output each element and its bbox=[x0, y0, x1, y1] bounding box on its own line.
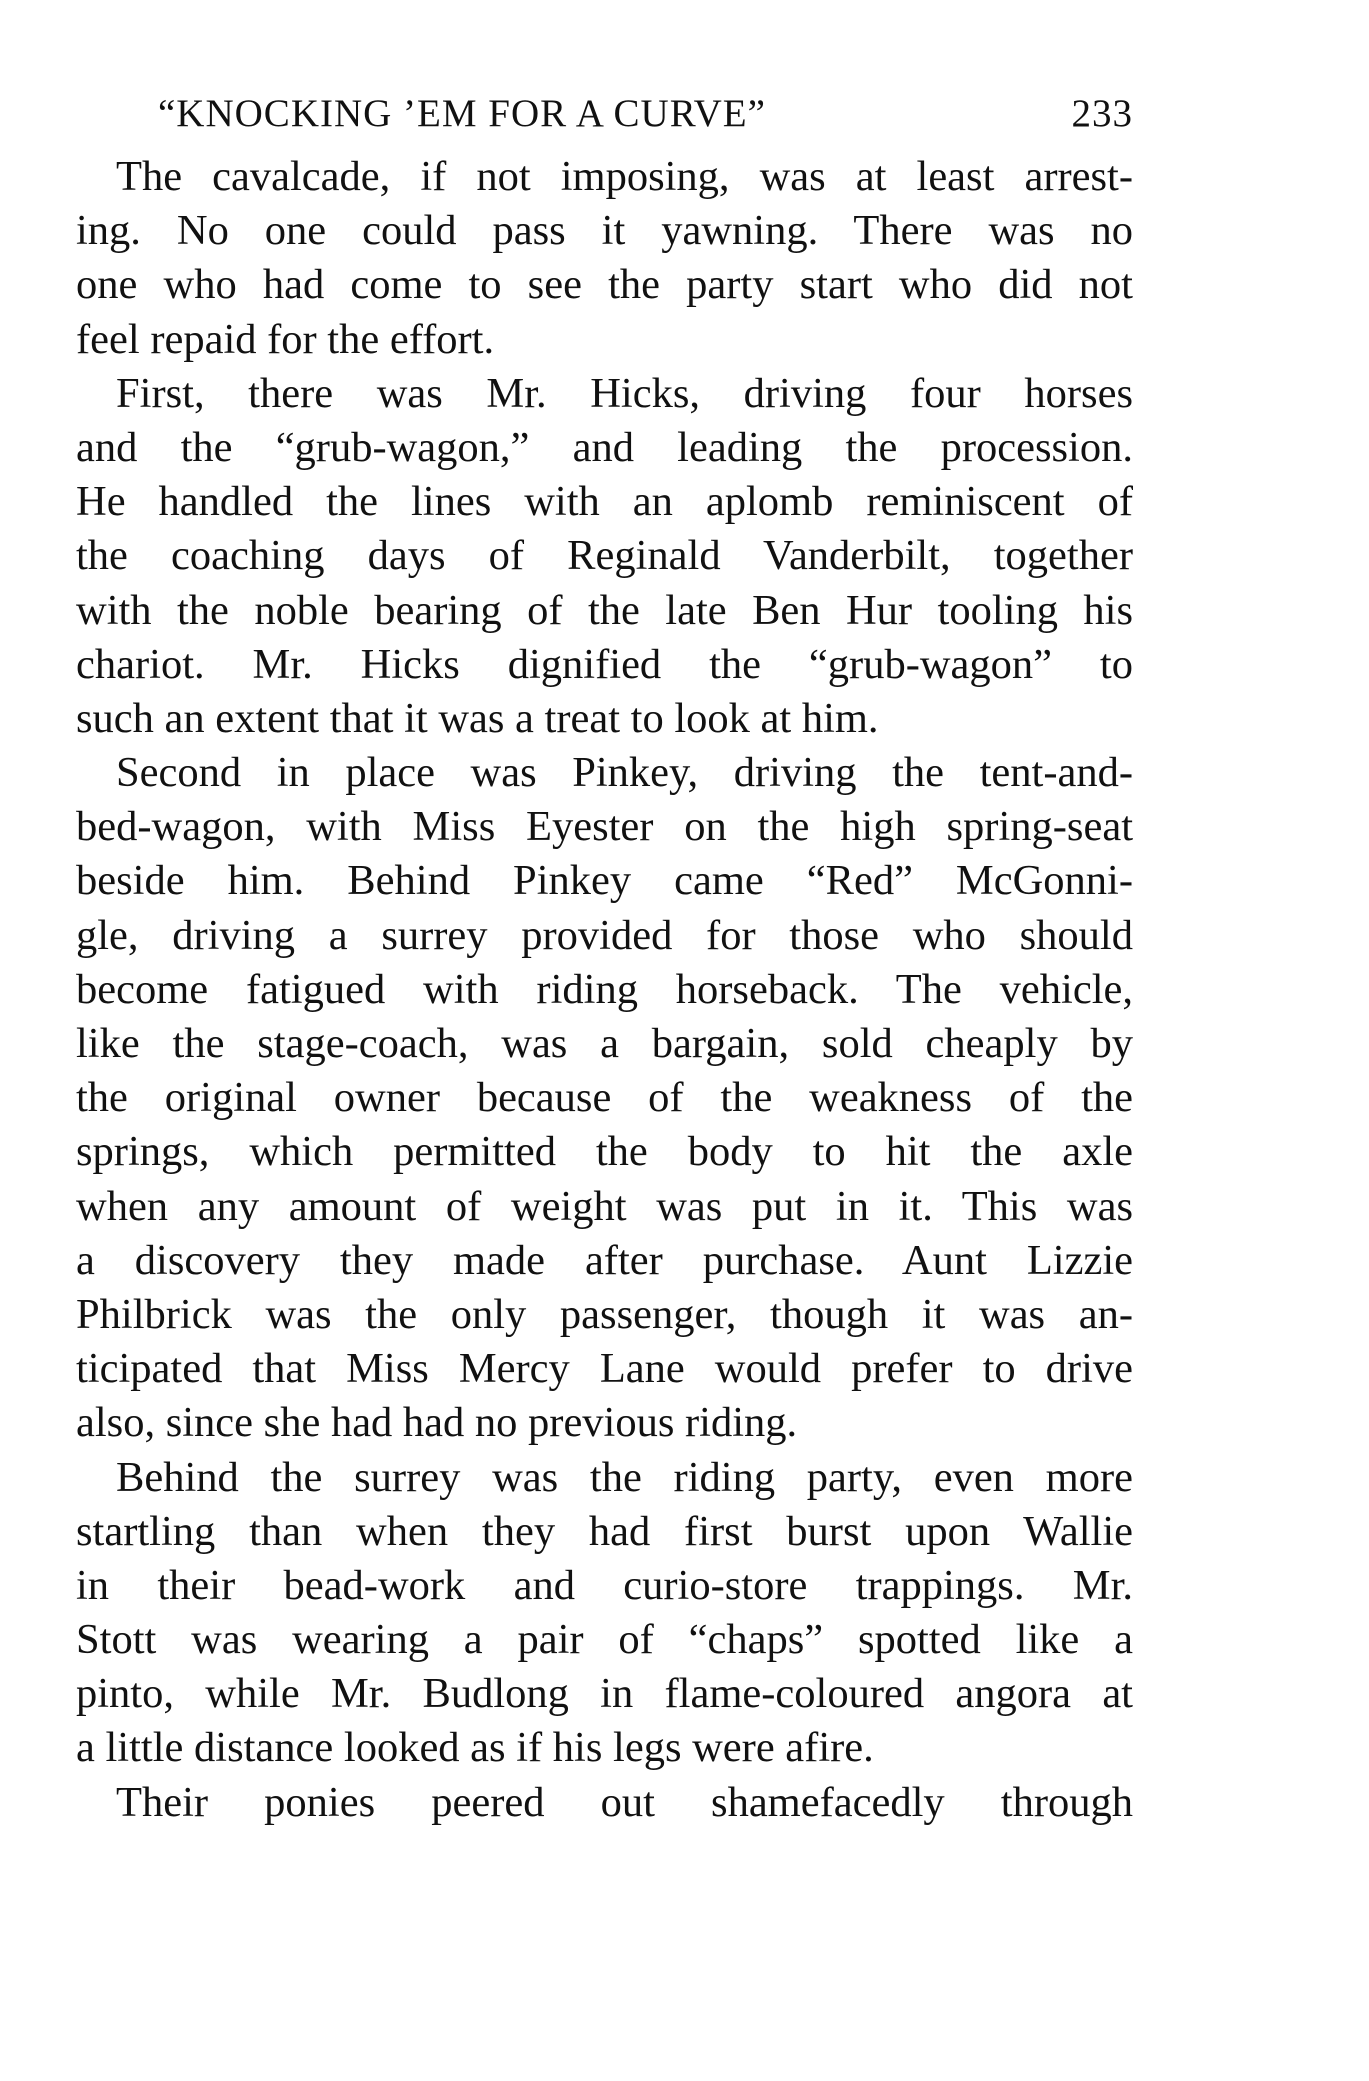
text-line: when any amount of weight was put in it. This was bbox=[76, 1182, 1133, 1230]
running-header bbox=[76, 88, 1133, 140]
text-line: First, there was Mr. Hicks, driving four horses bbox=[116, 369, 1133, 417]
chapter-title: “KNOCKING ’EM FOR A CURVE” bbox=[158, 92, 766, 135]
paragraph bbox=[76, 367, 1133, 746]
text-line: such an extent that it was a treat to look at him. bbox=[76, 694, 879, 742]
body-text bbox=[76, 150, 1133, 1830]
text-line: the coaching days of Reginald Vanderbilt, together bbox=[76, 532, 1133, 580]
text-line: chariot. Mr. Hicks dignified the “grub-wagon” to bbox=[76, 640, 1133, 688]
text-line: springs, which permitted the body to hit the axle bbox=[76, 1128, 1133, 1176]
text-line: Their ponies peered out shamefacedly through bbox=[116, 1778, 1133, 1826]
text-line: startling than when they had first burst upon Wallie bbox=[76, 1507, 1133, 1555]
text-line: beside him. Behind Pinkey came “Red” McGonni- bbox=[76, 857, 1133, 905]
paragraph bbox=[76, 746, 1133, 1450]
book-page bbox=[76, 88, 1133, 1830]
text-line: a discovery they made after purchase. Aunt Lizzie bbox=[76, 1236, 1133, 1284]
paragraph bbox=[76, 150, 1133, 367]
text-line: feel repaid for the effort. bbox=[76, 315, 495, 363]
paragraph bbox=[76, 1451, 1133, 1776]
text-line: like the stage-coach, was a bargain, sold cheaply by bbox=[76, 1020, 1133, 1067]
text-line: one who had come to see the party start who did not bbox=[76, 261, 1133, 309]
text-line: ticipated that Miss Mercy Lane would prefer to drive bbox=[76, 1345, 1133, 1393]
text-line: bed-wagon, with Miss Eyester on the high spring-seat bbox=[76, 803, 1133, 851]
text-line: Behind the surrey was the riding party, even more bbox=[116, 1453, 1133, 1501]
text-line: The cavalcade, if not imposing, was at least arrest- bbox=[116, 153, 1133, 200]
page-number: 233 bbox=[1071, 92, 1133, 135]
text-line: pinto, while Mr. Budlong in flame-coloured angora at bbox=[76, 1670, 1133, 1718]
text-line: the original owner because of the weakness of the bbox=[76, 1074, 1133, 1122]
text-line: also, since she had had no previous riding. bbox=[76, 1399, 798, 1447]
text-line: Second in place was Pinkey, driving the tent-and- bbox=[116, 749, 1133, 797]
text-line: and the “grub-wagon,” and leading the procession. bbox=[76, 423, 1133, 471]
text-line: He handled the lines with an aplomb reminiscent of bbox=[76, 478, 1133, 526]
text-line: Stott was wearing a pair of “chaps” spotted like a bbox=[76, 1616, 1133, 1664]
text-line: gle, driving a surrey provided for those who should bbox=[76, 911, 1133, 959]
text-line: ing. No one could pass it yawning. There was no bbox=[76, 207, 1133, 255]
text-line: become fatigued with riding horseback. The vehicle, bbox=[76, 965, 1133, 1013]
paragraph bbox=[76, 1776, 1133, 1830]
text-line: with the noble bearing of the late Ben Hur tooling his bbox=[76, 586, 1133, 634]
text-line: in their bead-work and curio-store trappings. Mr. bbox=[76, 1561, 1133, 1609]
text-line: Philbrick was the only passenger, though it was an- bbox=[76, 1290, 1133, 1338]
text-line: a little distance looked as if his legs were afire. bbox=[76, 1724, 874, 1772]
